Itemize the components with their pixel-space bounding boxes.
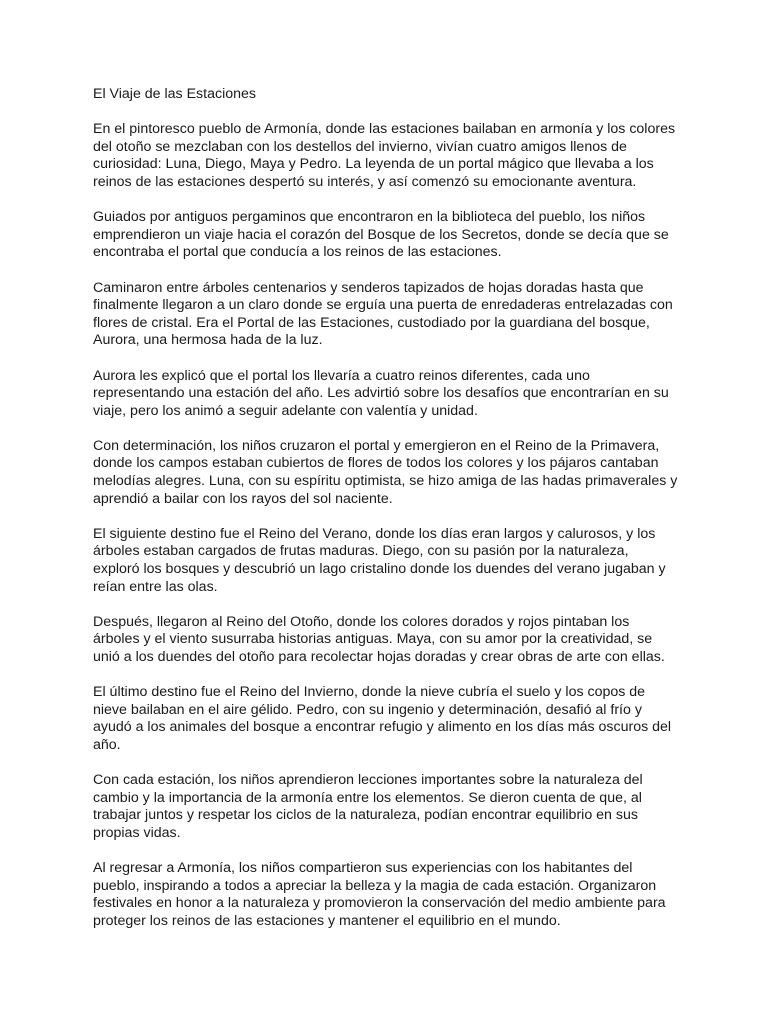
paragraph: El siguiente destino fue el Reino del Verano, donde los días eran largos y calurosos, y los árboles estaban cargados de frutas maduras. Diego, con su pasión por la naturaleza, exploró los bosques y descubrió un lago cristalino donde los duendes del verano jugaban y reían entre las olas. [93, 525, 666, 595]
paragraph: Aurora les explicó que el portal los llevaría a cuatro reinos diferentes, cada uno representando una estación del año. Les advirtió sobre los desafíos que encontrarían en su viaje, pero los animó a seguir adelante con valentía y unidad. [93, 367, 669, 419]
paragraph: Guiados por antiguos pergaminos que encontraron en la biblioteca del pueblo, los niños emprendieron un viaje hacia el corazón del Bosque de los Secretos, donde se decía que se encontraba el portal que conducía a los reinos de las estaciones. [93, 209, 669, 261]
paragraph: Con cada estación, los niños aprendieron lecciones importantes sobre la naturaleza del cambio y la importancia de la armonía entre los elementos. Se dieron cuenta de que, al trabajar juntos y respetar los ciclos de la naturaleza, podían encontrar equilibrio en sus propias vidas. [93, 772, 643, 841]
paragraph: El último destino fue el Reino del Invierno, donde la nieve cubría el suelo y los copos de nieve bailaban en el aire gélido. Pedro, con su ingenio y determinación, desafió al frío y ayudó a los animales del bosque a encontrar refugio y alimento en los días más oscuros del año. [93, 684, 672, 753]
paragraph: En el pintoresco pueblo de Armonía, donde las estaciones bailaban en armonía y los colores del otoño se mezclaban con los destellos del invierno, vivían cuatro amigos llenos de curiosidad: Luna, Diego, Maya y Pedro. La leyenda de un portal mágico que llevaba a los reinos de las estaciones despertó su interés, y así comenzó su emocionante aventura. [93, 121, 676, 190]
document-title: El Viaje de las Estaciones [93, 86, 256, 102]
paragraph: Al regresar a Armonía, los niños compartieron sus experiencias con los habitantes del pueblo, inspirando a todos a apreciar la belleza y la magia de cada estación. Organizaron festivales en honor a la naturaleza y promovieron la conservación del medio ambiente para proteger los reinos de las estaciones y mantener el equilibrio en el mundo. [93, 860, 666, 929]
paragraph: Con determinación, los niños cruzaron el portal y emergieron en el Reino de la Primavera, donde los campos estaban cubiertos de flores de todos los colores y los pájaros cantaban melodías alegres. Luna, con su espíritu optimista, se hizo amiga de las hadas primaverales y aprendió a bailar con los rayos del sol naciente. [93, 437, 678, 507]
paragraph: Caminaron entre árboles centenarios y senderos tapizados de hojas doradas hasta que finalmente llegaron a un claro donde se erguía una puerta de enredaderas entrelazadas con flores de cristal. Era el Portal de las Estaciones, custodiado por la guardiana del bosque, Aurora, una hermosa hada de la luz. [93, 279, 673, 349]
paragraph: Después, llegaron al Reino del Otoño, donde los colores dorados y rojos pintaban los árboles y el viento susurraba historias antiguas. Maya, con su amor por la creatividad, se unió a los duendes del otoño para recolectar hojas doradas y crear obras de arte con ellas. [93, 613, 665, 665]
